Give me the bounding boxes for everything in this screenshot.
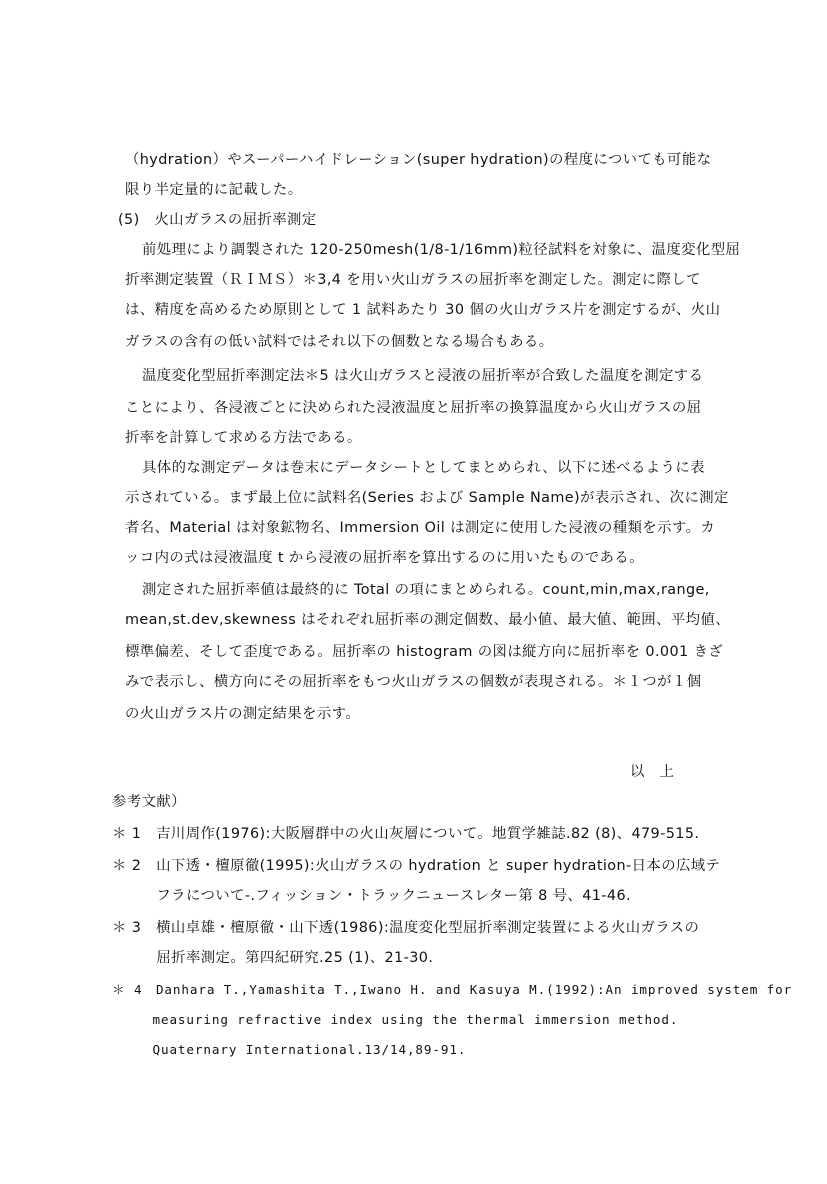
body-line: は、精度を高めるため原則として 1 試料あたり 30 個の火山ガラス片を測定するが、火山 [125, 302, 721, 318]
reference-item-continued: measuring refractive index using the thermal immersion method. [112, 1012, 679, 1027]
reference-item-continued: 屈折率測定。第四紀研究.25 (1)、21-30. [112, 950, 434, 966]
body-line: みで表示し、横方向にその屈折率をもつ火山ガラスの個数が表現される。＊１つが１個 [125, 674, 702, 690]
references-heading: 参考文献） [112, 794, 186, 810]
body-line: ことにより、各浸液ごとに決められた浸液温度と屈折率の換算温度から火山ガラスの屈 [125, 400, 702, 416]
body-line: 者名、Material は対象鉱物名、Immersion Oil は測定に使用した浸液の種類を示す。カ [125, 520, 716, 536]
body-line: 限り半定量的に記載した。 [125, 182, 303, 198]
body-line: 測定された屈折率値は最終的に Total の項にまとめられる。count,min,max,range, [142, 582, 710, 598]
body-line: 示されている。まず最上位に試料名(Series および Sample Name)が表示され、次に測定 [125, 490, 729, 506]
body-line: 具体的な測定データは巻末にデータシートとしてまとめられ、以下に述べるように表 [142, 460, 705, 476]
reference-item-continued: フラについて-.フィッション・トラックニュースレター第 8 号、41-46. [112, 888, 631, 904]
body-line: 温度変化型屈折率測定法＊5 は火山ガラスと浸液の屈折率が合致した温度を測定する [142, 368, 704, 384]
body-line: （hydration）やスーパーハイドレーション(super hydration)の程度についても可能な [125, 152, 712, 168]
reference-item: ＊ 2 山下透・檀原徹(1995):火山ガラスの hydration と super hydration-日本の広域テ [112, 858, 721, 874]
reference-item: ＊ 1 吉川周作(1976):大阪層群中の火山灰層について。地質学雑誌.82 (8)、479-515. [112, 826, 700, 842]
body-line: ッコ内の式は浸液温度 t から浸液の屈折率を算出するのに用いたものである。 [125, 550, 644, 566]
body-line: の火山ガラス片の測定結果を示す。 [125, 706, 361, 722]
body-line: 標準偏差、そして歪度である。屈折率の histogram の図は縦方向に屈折率を 0.001 きざ [125, 644, 724, 660]
body-line: mean,st.dev,skewness はそれぞれ屈折率の測定個数、最小値、最大値、範囲、平均値、 [125, 612, 730, 628]
closing-mark: 以 上 [630, 764, 675, 780]
body-line: ガラスの含有の低い試料ではそれ以下の個数となる場合もある。 [125, 334, 554, 350]
body-line: 折率測定装置（ＲＩＭＳ）＊3,4 を用い火山ガラスの屈折率を測定した。測定に際して [125, 272, 701, 288]
body-line: 折率を計算して求める方法である。 [125, 430, 362, 446]
reference-item: ＊ 4 Danhara T.,Yamashita T.,Iwano H. and Kasuya M.(1992):An improved system for [112, 982, 793, 997]
reference-item-continued: Quaternary International.13/14,89-91. [112, 1042, 467, 1057]
body-line: 前処理により調製された 120-250mesh(1/8-1/16mm)粒径試料を対象に、温度変化型屈 [142, 242, 741, 258]
section-heading: (5) 火山ガラスの屈折率測定 [118, 212, 317, 228]
reference-item: ＊ 3 横山卓雄・檀原徹・山下透(1986):温度変化型屈折率測定装置による火山ガラスの [112, 920, 700, 936]
